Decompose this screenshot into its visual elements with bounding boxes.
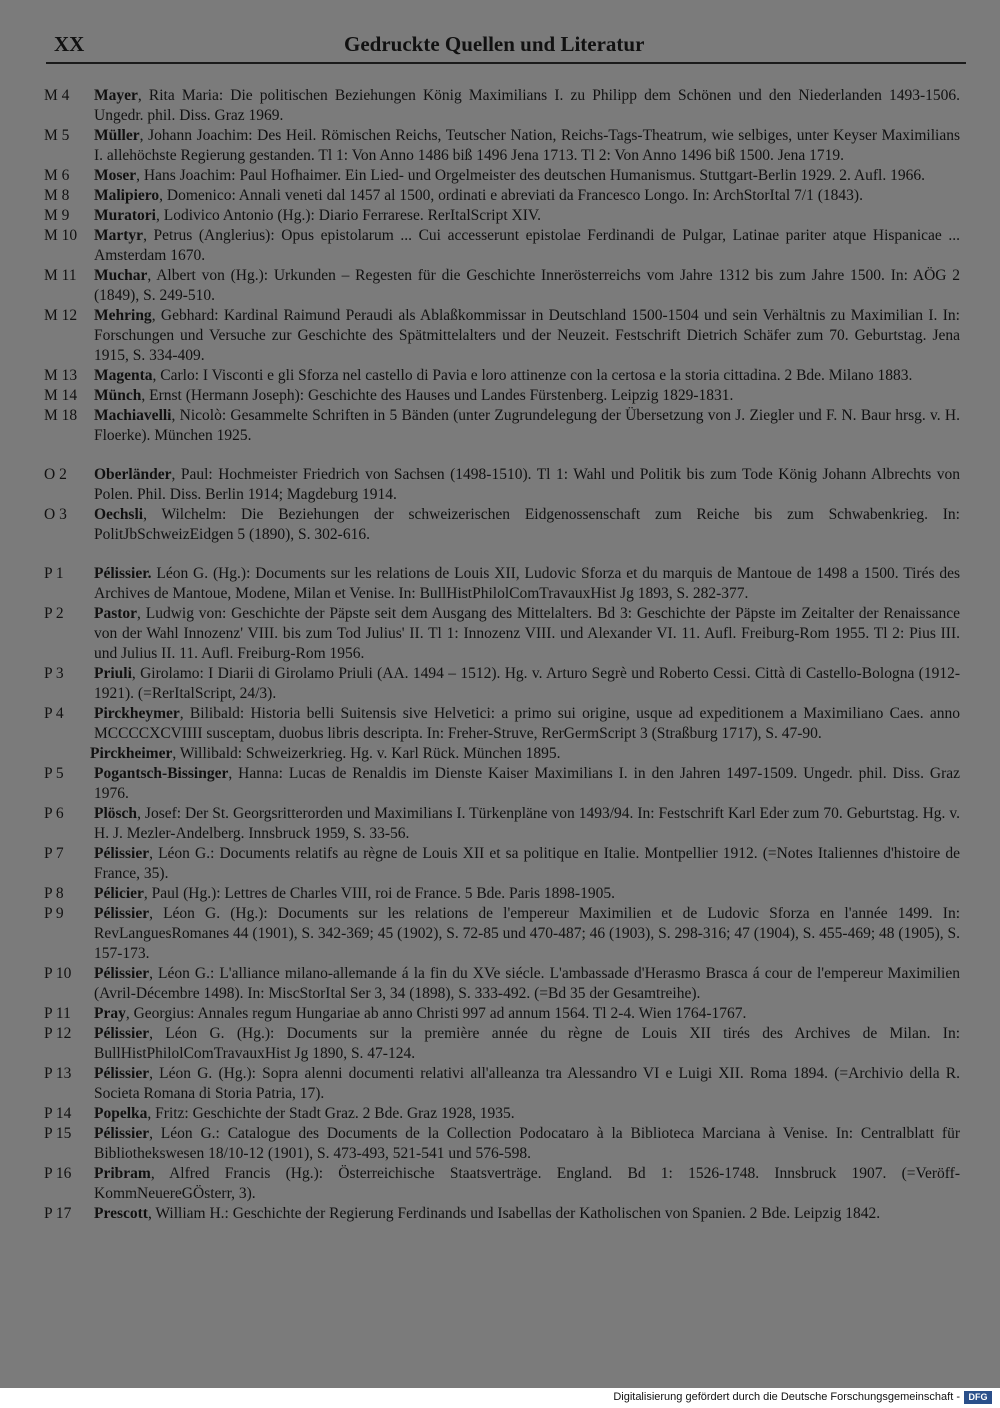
footer	[0, 1388, 1000, 1408]
bibliography-entry	[0, 844, 1000, 884]
entry-text	[94, 465, 960, 505]
entry-siglum: P 17	[44, 1205, 72, 1222]
entry-siglum: M 8	[44, 187, 70, 204]
citation-text: , Paul (Hg.): Lettres de Charles VIII, roi de France. 5 Bde. Paris 1898-1905.	[143, 885, 615, 902]
author-name: Pastor	[94, 605, 138, 622]
bibliography-entry	[0, 1104, 1000, 1124]
citation-text: , Fritz: Geschichte der Stadt Graz. 2 Bde. Graz 1928, 1935.	[147, 1105, 515, 1122]
section-gap	[0, 545, 1000, 564]
citation-text: , Josef: Der St. Georgsritterorden und Maximilians I. Türkenpläne von 1493/94. In: Festschrift Karl Eder zum 70. Geburtstag. Hg. v. H. J. Mezler-Andelberg. Innsbruck 1959, S. 33-56.	[94, 805, 960, 842]
author-name: Mayer	[94, 87, 138, 104]
entry-text	[94, 764, 960, 804]
section-gap	[0, 446, 1000, 465]
entry-siglum: P 1	[44, 565, 64, 582]
entry-text	[94, 366, 960, 386]
citation-text: , Léon G. (Hg.): Documents sur la première année du règne de Louis XII tirés des Archives de Milan. In: BullHistPhilolComTravauxHist Jg 1890, S. 47-124.	[94, 1025, 960, 1062]
entry-siglum: P 3	[44, 665, 64, 682]
entry-siglum: P 2	[44, 605, 64, 622]
author-name: Popelka	[94, 1105, 148, 1122]
citation-text: , William H.: Geschichte der Regierung Ferdinands und Isabellas der Katholischen von Spanien. 2 Bde. Leipzig 1842.	[147, 1205, 881, 1222]
author-name: Pélissier	[94, 845, 150, 862]
entry-text	[94, 166, 960, 186]
bibliography-entry	[0, 1204, 1000, 1224]
bibliography-entry	[0, 564, 1000, 604]
citation-text: , Domenico: Annali veneti dal 1457 al 1500, ordinati e abreviati da Francesco Longo. In: ArchStorItal 7/1 (1843).	[159, 187, 863, 204]
author-name: Martyr	[94, 227, 144, 244]
entry-siglum: P 15	[44, 1125, 72, 1142]
entry-text	[94, 564, 960, 604]
author-name: Pirckheimer	[90, 745, 173, 762]
citation-text: , Lodivico Antonio (Hg.): Diario Ferrarese. RerItalScript XIV.	[155, 207, 541, 224]
entry-text	[94, 226, 960, 266]
page-number: XX	[54, 32, 85, 56]
entry-siglum: P 4	[44, 705, 64, 722]
entry-text	[94, 1104, 960, 1124]
entry-siglum: P 7	[44, 845, 64, 862]
entry-siglum: P 16	[44, 1165, 72, 1182]
bibliography-entry	[0, 1164, 1000, 1204]
dfg-logo: DFG	[964, 1391, 992, 1404]
entry-siglum: P 11	[44, 1005, 71, 1022]
bibliography-entry	[0, 744, 1000, 764]
entry-text	[94, 884, 960, 904]
author-name: Pélicier	[94, 885, 144, 902]
bibliography-entry	[0, 386, 1000, 406]
citation-text: , Willibald: Schweizerkrieg. Hg. v. Karl Rück. München 1895.	[172, 745, 561, 762]
citation-text: , Ludwig von: Geschichte der Päpste seit dem Ausgang des Mittelalters. Bd 3: Geschichte der Päpste im Zeitalter der Renaissance von der Wahl Innozenz' VIII. bis zum Tod Julius' II. Tl 1: Innozenz VIII. und Alexander VI. 11. Aufl. Freiburg-Rom 1955. Tl 2: Pius III. und Julius II. 11. Aufl. Freiburg-Rom 1956.	[94, 605, 960, 662]
citation-text: , Albert von (Hg.): Urkunden – Regesten für die Geschichte Innerösterreichs vom Jahre 1312 bis zum Jahre 1500. In: AÖG 2 (1849), S. 249-510.	[94, 267, 960, 304]
bibliography-entry	[0, 465, 1000, 505]
author-name: Pélissier.	[94, 565, 152, 582]
bibliography-entry	[0, 1064, 1000, 1104]
bibliography-entry	[0, 226, 1000, 266]
entry-siglum: P 10	[44, 965, 72, 982]
bibliography-entry	[0, 704, 1000, 744]
bibliography-entry	[0, 804, 1000, 844]
citation-text: , Léon G. (Hg.): Documents sur les relations de l'empereur Maximilien et de Ludovic Sforza en l'année 1499. In: RevLanguesRomanes 44 (1901), S. 342-369; 45 (1902), S. 72-85 und 470-487; 46 (1903), S. 298-316; 47 (1904), S. 455-469; 48 (1905), S. 157-173.	[94, 905, 960, 962]
author-name: Muchar	[94, 267, 148, 284]
entry-text	[94, 86, 960, 126]
entry-siglum: P 8	[44, 885, 64, 902]
author-name: Mehring	[94, 307, 152, 324]
author-name: Prescott	[94, 1205, 148, 1222]
entry-text	[94, 604, 960, 664]
bibliography-entry	[0, 86, 1000, 126]
entry-text	[94, 306, 960, 366]
entry-text	[94, 126, 960, 166]
entry-siglum: M 12	[44, 307, 78, 324]
author-name: Pribram	[94, 1165, 151, 1182]
citation-text: , Nicolò: Gesammelte Schriften in 5 Bänden (unter Zugrundelegung der Übersetzung von J. Ziegler und F. N. Baur hrsg. v. H. Floerke). München 1925.	[94, 407, 960, 444]
author-name: Moser	[94, 167, 137, 184]
entry-text	[94, 1204, 960, 1224]
bibliography-entry	[0, 664, 1000, 704]
citation-text: , Carlo: I Visconti e gli Sforza nel castello di Pavia e loro attinenze con la certosa e la storia cittadina. 2 Bde. Milano 1883.	[152, 367, 913, 384]
author-name: Pirckheymer	[94, 705, 180, 722]
author-name: Plösch	[94, 805, 138, 822]
entry-text	[94, 1124, 960, 1164]
bibliography-entry	[0, 206, 1000, 226]
bibliography-entry	[0, 306, 1000, 366]
entry-text	[94, 904, 960, 964]
entry-siglum: O 3	[44, 506, 67, 523]
bibliography-entry	[0, 366, 1000, 386]
citation-text: , Paul: Hochmeister Friedrich von Sachsen (1498-1510). Tl 1: Wahl und Politik bis zum Tode König Johann Albrechts von Polen. Phil. Diss. Berlin 1914; Magdeburg 1914.	[94, 466, 960, 503]
entry-text	[94, 844, 960, 884]
entry-siglum: P 9	[44, 905, 64, 922]
author-name: Muratori	[94, 207, 156, 224]
bibliography-entry	[0, 505, 1000, 545]
author-name: Malipiero	[94, 187, 160, 204]
entry-siglum: P 14	[44, 1105, 72, 1122]
citation-text: , Rita Maria: Die politischen Beziehungen König Maximilians I. zu Philipp dem Schönen und den Niederlanden 1493-1506. Ungedr. phil. Diss. Graz 1969.	[94, 87, 960, 124]
entry-siglum: P 5	[44, 765, 64, 782]
author-name: Pélissier	[94, 1125, 150, 1142]
citation-text: Léon G. (Hg.): Documents sur les relations de Louis XII, Ludovic Sforza et du marquis de Mantoue de 1498 a 1500. Tirés des Archives de Mantoue, Modene, Milan et Venise. In: BullHistPhilolComTravauxHist Jg 1893, S. 282-377.	[94, 565, 960, 602]
bibliography-entry	[0, 1024, 1000, 1064]
entry-siglum: M 11	[44, 267, 77, 284]
entry-siglum: M 14	[44, 387, 78, 404]
entry-text	[94, 406, 960, 446]
entry-text	[94, 964, 960, 1004]
entry-text	[94, 1064, 960, 1104]
footer-credit: Digitalisierung gefördert durch die Deutsche Forschungsgemeinschaft -	[613, 1391, 960, 1403]
entry-siglum: M 13	[44, 367, 78, 384]
author-name: Oberländer	[94, 466, 172, 483]
author-name: Oechsli	[94, 506, 144, 523]
entry-siglum: P 6	[44, 805, 64, 822]
entry-text	[90, 744, 956, 764]
author-name: Machiavelli	[94, 407, 172, 424]
entry-siglum: M 4	[44, 87, 70, 104]
citation-text: , Georgius: Annales regum Hungariae ab anno Christi 997 ad annum 1564. Tl 2-4. Wien 1764-1767.	[125, 1005, 747, 1022]
citation-text: , Léon G.: Catalogue des Documents de la Collection Podocataro à la Biblioteca Marciana à Venise. In: Centralblatt für Bibliothekswesen 18/10-12 (1901), S. 473-493, 521-541 und 576-598.	[94, 1125, 960, 1162]
citation-text: , Hanna: Lucas de Renaldis im Dienste Kaiser Maximilians I. in den Jahren 1497-1509. Ungedr. phil. Diss. Graz 1976.	[94, 765, 960, 802]
entry-siglum: P 13	[44, 1065, 72, 1082]
citation-text: , Johann Joachim: Des Heil. Römischen Reichs, Teutscher Nation, Reichs-Tags-Theatrum, wie selbiges, unter Keyser Maximilians I. allehöchste Regierung gestanden. Tl 1: Von Anno 1486 biß 1496 Jena 1713. Tl 2: Von Anno 1496 biß 1500. Jena 1719.	[94, 127, 960, 164]
entry-text	[94, 704, 960, 744]
citation-text: , Gebhard: Kardinal Raimund Peraudi als Ablaßkommissar in Deutschland 1500-1504 und sein Verhältnis zu Maximilian I. In: Forschungen und Versuche zur Geschichte des Spätmittelalters und der Neuzeit. Festschrift Dietrich Schäfer zum 70. Geburtstag. Jena 1915, S. 334-409.	[94, 307, 960, 364]
author-name: Pélissier	[94, 905, 150, 922]
bibliography-entry	[0, 186, 1000, 206]
author-name: Pélissier	[94, 965, 150, 982]
page-header	[46, 28, 966, 62]
author-name: Pogantsch-Bissinger	[94, 765, 229, 782]
entry-siglum: M 5	[44, 127, 70, 144]
entry-text	[94, 1164, 960, 1204]
bibliography-entry	[0, 884, 1000, 904]
entry-text	[94, 186, 960, 206]
author-name: Pray	[94, 1005, 126, 1022]
bibliography-entry	[0, 1124, 1000, 1164]
author-name: Pélissier	[94, 1025, 150, 1042]
author-name: Pélissier	[94, 1065, 150, 1082]
author-name: Müller	[94, 127, 140, 144]
entry-text	[94, 266, 960, 306]
citation-text: , Hans Joachim: Paul Hofhaimer. Ein Lied- und Orgelmeister des deutschen Humanismus. Stuttgart-Berlin 1929. 2. Aufl. 1966.	[136, 167, 925, 184]
entry-text	[94, 804, 960, 844]
citation-text: , Petrus (Anglerius): Opus epistolarum ... Cui accesserunt epistolae Ferdinandi de Pulgar, Latinae pariter atque Hispanicae ... Amsterdam 1670.	[94, 227, 960, 264]
bibliography-entry	[0, 604, 1000, 664]
citation-text: , Alfred Francis (Hg.): Österreichische Staatsverträge. England. Bd 1: 1526-1748. Innsbruck 1907. (=Veröff-KommNeuereGÖsterr, 3).	[94, 1165, 960, 1202]
entry-text	[94, 505, 960, 545]
bibliography-entry	[0, 904, 1000, 964]
entry-text	[94, 1004, 960, 1024]
bibliography-entry	[0, 964, 1000, 1004]
entry-text	[94, 386, 960, 406]
bibliography-entry	[0, 1004, 1000, 1024]
author-name: Priuli	[94, 665, 132, 682]
entry-siglum: M 6	[44, 167, 70, 184]
page-title: Gedruckte Quellen und Literatur	[344, 32, 645, 56]
bibliography-entry	[0, 126, 1000, 166]
citation-text: , Léon G. (Hg.): Sopra alenni documenti relativi all'alleanza tra Alessandro VI e Luigi XII. Roma 1894. (=Archivio della R. Societa Romana di Storia Patria, 17).	[94, 1065, 960, 1102]
entry-siglum: P 12	[44, 1025, 72, 1042]
bibliography-list	[0, 86, 1000, 1224]
author-name: Magenta	[94, 367, 153, 384]
citation-text: , Léon G.: L'alliance milano-allemande á la fin du XVe siécle. L'ambassade d'Herasmo Brasca á cour de l'empereur Maximilien (Avril-Décembre 1498). In: MiscStorItal Ser 3, 34 (1898), S. 333-492. (=Bd 35 der Gesamtreihe).	[94, 965, 960, 1002]
bibliography-entry	[0, 166, 1000, 186]
citation-text: , Wilchelm: Die Beziehungen der schweizerischen Eidgenossenschaft zum Reiche bis zum Schwabenkrieg. In: PolitJbSchweizEidgen 5 (1890), S. 302-616.	[94, 506, 960, 543]
entry-text	[94, 1024, 960, 1064]
citation-text: , Bilibald: Historia belli Suitensis sive Helvetici: a primo sui origine, usque ad expeditionem a Maximiliano Caes. anno MCCCCXCVIIII susceptam, duobus libris descripta. In: Freher-Struve, RerGermScript 3 (Straßburg 1717), S. 47-90.	[94, 705, 960, 742]
entry-siglum: M 10	[44, 227, 78, 244]
citation-text: , Girolamo: I Diarii di Girolamo Priuli (AA. 1494 – 1512). Hg. v. Arturo Segrè und Roberto Cessi. Città di Castello-Bologna (1912-1921). (=RerItalScript, 24/3).	[94, 665, 960, 702]
bibliography-entry	[0, 406, 1000, 446]
citation-text: , Léon G.: Documents relatifs au règne de Louis XII et sa politique en Italie. Montpellier 1912. (=Notes Italiennes d'histoire de France, 35).	[94, 845, 960, 882]
entry-siglum: O 2	[44, 466, 67, 483]
header-rule	[46, 62, 966, 64]
entry-siglum: M 18	[44, 407, 78, 424]
entry-text	[94, 206, 960, 226]
entry-text	[94, 664, 960, 704]
citation-text: , Ernst (Hermann Joseph): Geschichte des Hauses und Landes Fürstenberg. Leipzig 1829-1831.	[141, 387, 734, 404]
bibliography-entry	[0, 764, 1000, 804]
author-name: Münch	[94, 387, 142, 404]
bibliography-entry	[0, 266, 1000, 306]
entry-siglum: M 9	[44, 207, 70, 224]
